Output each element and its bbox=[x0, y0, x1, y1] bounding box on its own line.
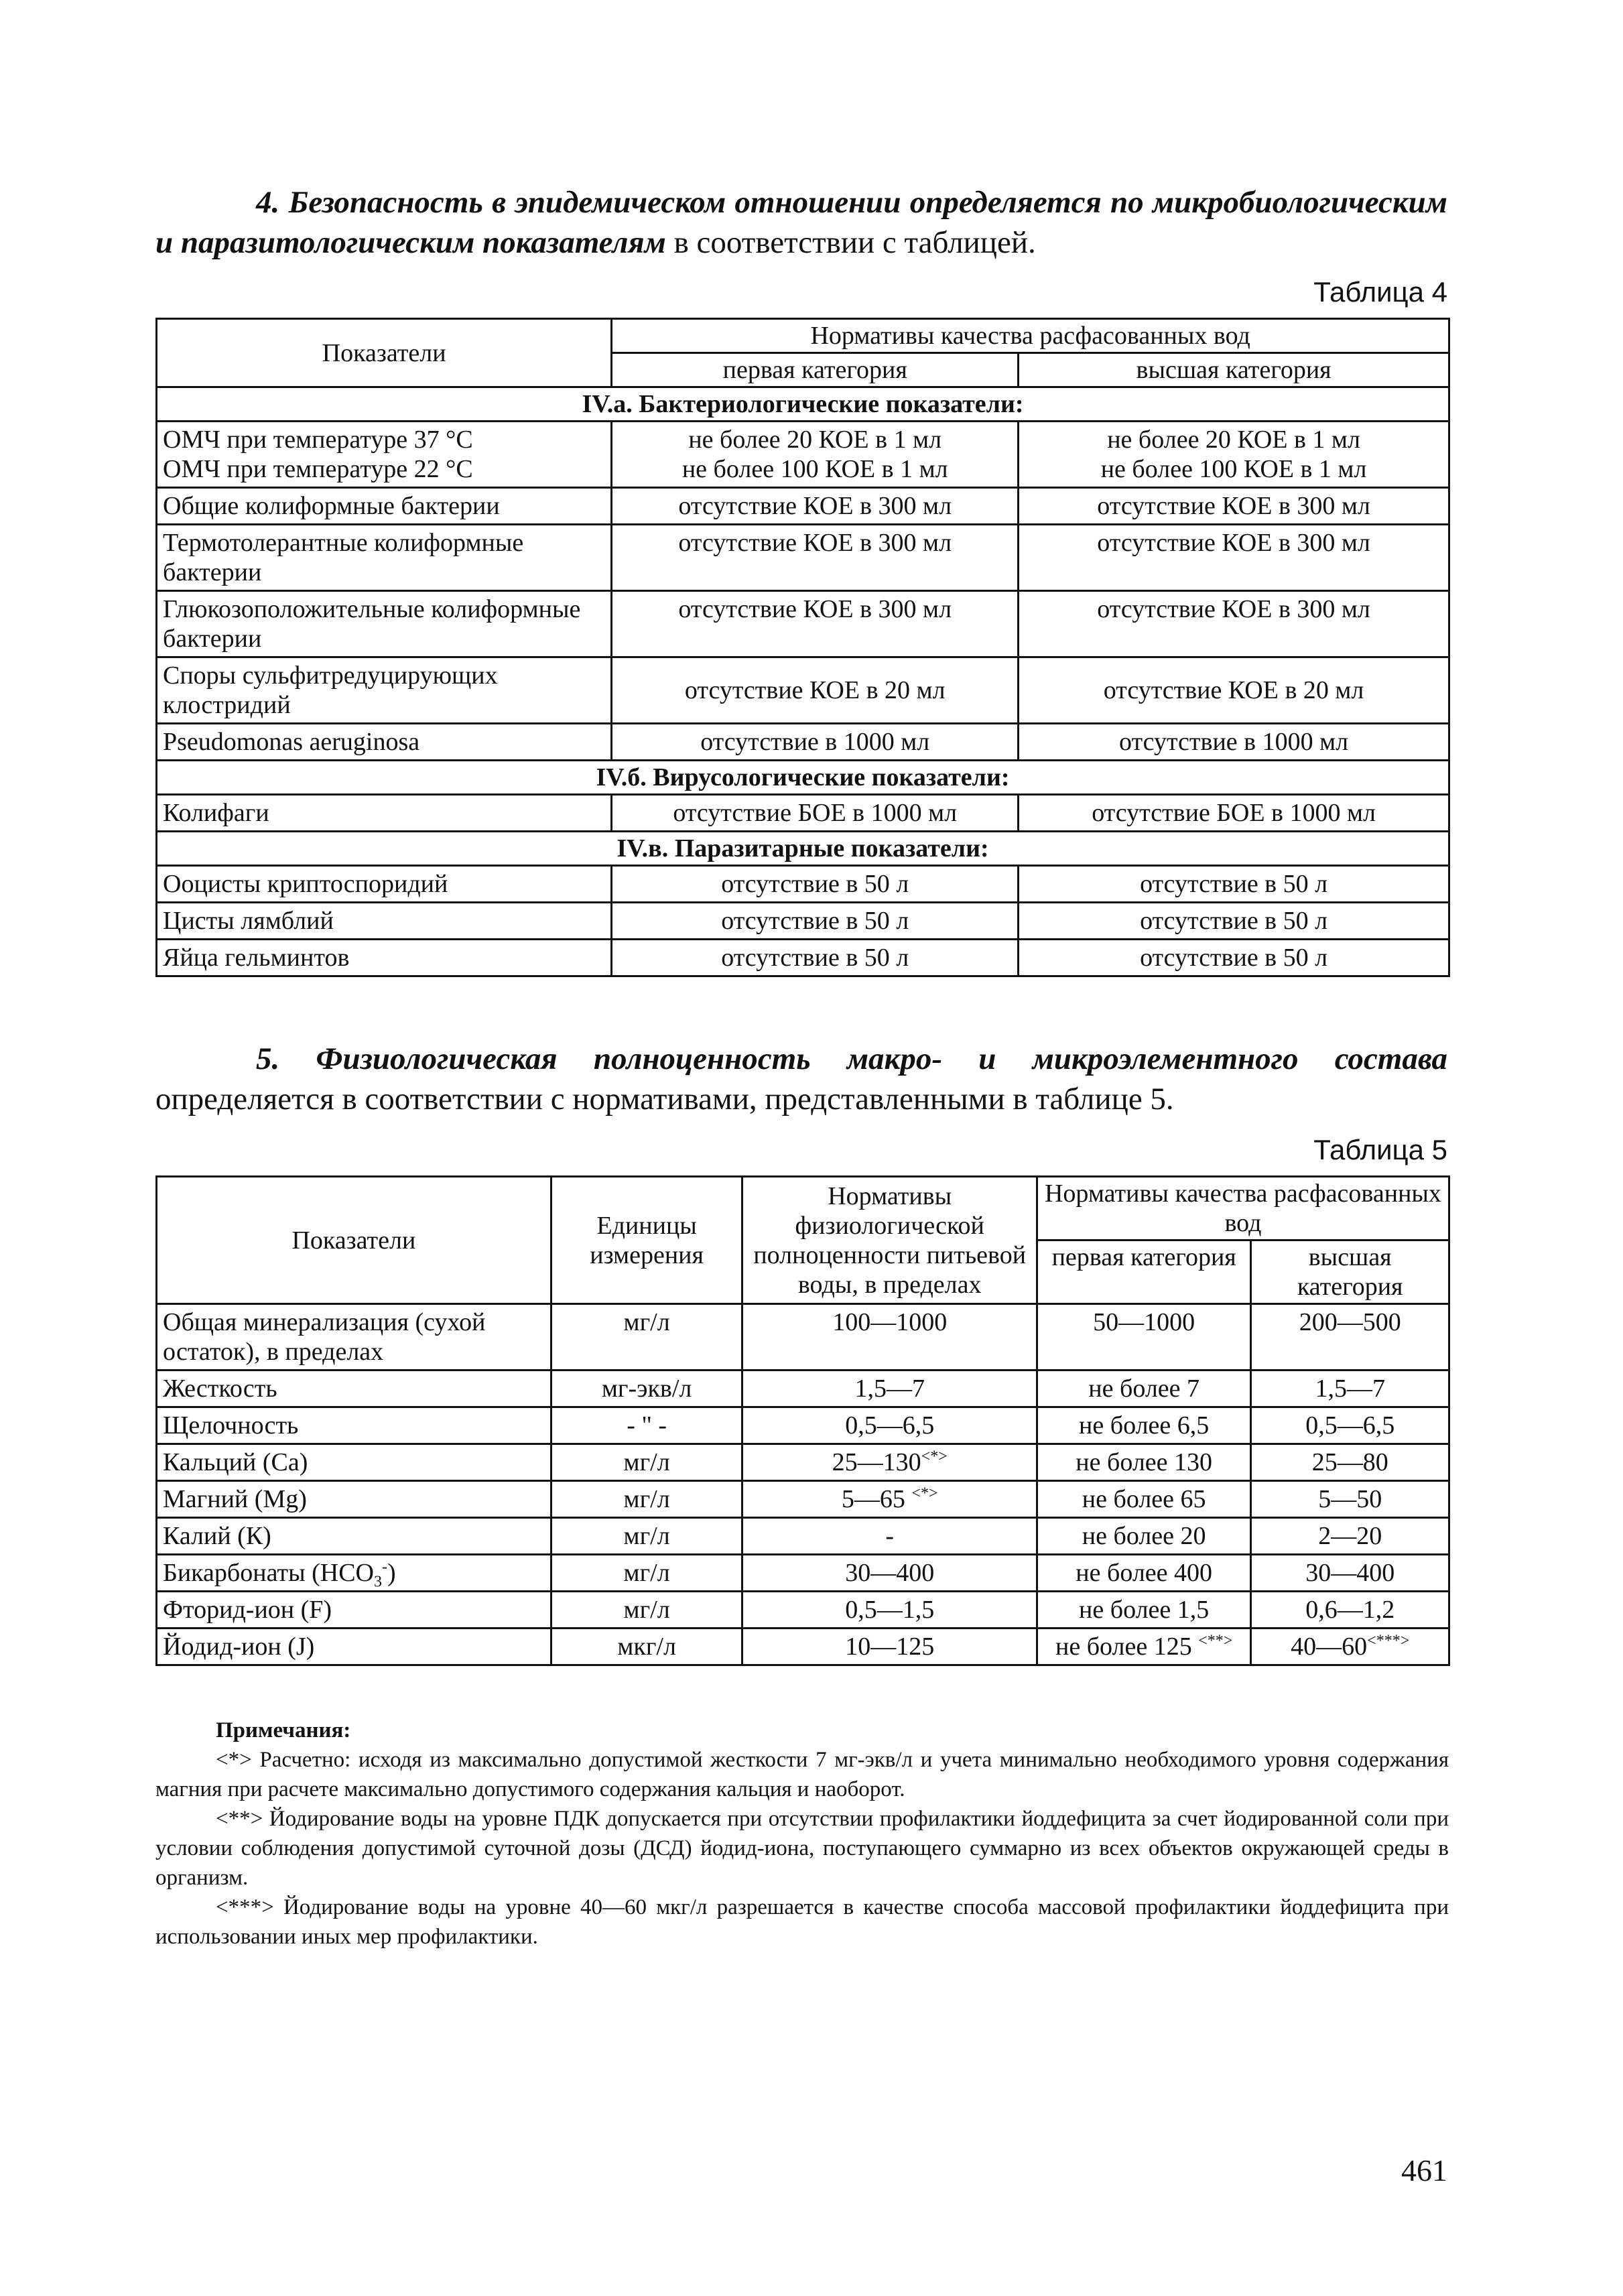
indicator-cell bbox=[157, 1555, 551, 1592]
table-row bbox=[157, 525, 1449, 591]
top-category-cell bbox=[1251, 1629, 1449, 1665]
top-category-cell: отсутствие КОЕ в 20 мл bbox=[1019, 657, 1449, 724]
section-title: IV.а. Бактериологические показатели: bbox=[157, 387, 1449, 422]
top-category-cell bbox=[1019, 422, 1449, 488]
table-row bbox=[157, 724, 1449, 761]
header-cell: Показатели bbox=[157, 1177, 551, 1304]
first-category-cell: отсутствие в 50 л bbox=[612, 940, 1019, 976]
footnote-mark: <*> bbox=[921, 1448, 948, 1466]
section-5-paragraph bbox=[155, 1039, 1447, 1119]
indicator-line: ОМЧ при температуре 22 °С bbox=[163, 455, 473, 483]
top-category-cell: отсутствие КОЕ в 300 мл bbox=[1019, 591, 1449, 657]
value-line: не более 20 КОЕ в 1 мл bbox=[688, 426, 942, 454]
value: 25—80 bbox=[1311, 1448, 1388, 1476]
footnote-mark: <***> bbox=[1367, 1632, 1410, 1650]
top-category-cell bbox=[1251, 1481, 1449, 1518]
physio-cell bbox=[742, 1518, 1037, 1555]
indicator-cell: Общая минерализация (сухой остаток), в пределах bbox=[157, 1304, 551, 1370]
header-cell: первая категория bbox=[1037, 1240, 1250, 1304]
first-category-cell bbox=[1037, 1555, 1250, 1592]
table-row bbox=[157, 1518, 1449, 1555]
first-category-cell: отсутствие в 1000 мл bbox=[612, 724, 1019, 761]
indicator-cell: Фторид-ион (F) bbox=[157, 1592, 551, 1629]
page-number: 461 bbox=[1401, 2153, 1447, 2187]
top-category-cell bbox=[1251, 1370, 1449, 1407]
value: 40—60 bbox=[1291, 1633, 1368, 1661]
first-category-cell: отсутствие КОЕ в 300 мл bbox=[612, 591, 1019, 657]
table-row bbox=[157, 422, 1449, 488]
first-category-cell: отсутствие в 50 л bbox=[612, 903, 1019, 940]
footnote-mark: <**> bbox=[1198, 1632, 1233, 1650]
value: не более 1,5 bbox=[1079, 1596, 1210, 1624]
table-row bbox=[157, 1444, 1449, 1481]
top-category-cell bbox=[1251, 1518, 1449, 1555]
unit-cell: - " - bbox=[551, 1407, 742, 1444]
top-category-cell bbox=[1251, 1555, 1449, 1592]
physio-cell bbox=[742, 1481, 1037, 1518]
top-category-cell: отсутствие БОЕ в 1000 мл bbox=[1019, 795, 1449, 832]
indicator-cell: Глюкозоположительные колиформные бактерии bbox=[157, 591, 612, 657]
value: 30—400 bbox=[845, 1559, 935, 1587]
table-row bbox=[157, 657, 1449, 724]
header-cell: высшая категория bbox=[1019, 353, 1449, 387]
value-line: не более 100 КОЕ в 1 мл bbox=[681, 455, 948, 483]
header-cell: Единицы измерения bbox=[551, 1177, 742, 1304]
value: не более 125 bbox=[1055, 1633, 1192, 1661]
unit-cell: мкг/л bbox=[551, 1629, 742, 1665]
value: 0,5—6,5 bbox=[1305, 1411, 1395, 1440]
table-row bbox=[157, 1370, 1449, 1407]
indicator-cell: Йодид-ион (J) bbox=[157, 1629, 551, 1665]
first-category-cell: отсутствие БОЕ в 1000 мл bbox=[612, 795, 1019, 832]
value: 1,5—7 bbox=[854, 1375, 925, 1403]
indicator-cell: Термотолерантные колиформные бактерии bbox=[157, 525, 612, 591]
indicator-cell: Pseudomonas aeruginosa bbox=[157, 724, 612, 761]
top-category-cell bbox=[1251, 1444, 1449, 1481]
top-category-cell: отсутствие КОЕ в 300 мл bbox=[1019, 525, 1449, 591]
section-row bbox=[157, 387, 1449, 422]
value: 30—400 bbox=[1305, 1559, 1395, 1587]
note-item: <*> Расчетно: исходя из максимально допустимой жесткости 7 мг-экв/л и учета минимально необходимого уровня содержания магния при расчете максимально допустимого содержания кальция и наоборот. bbox=[155, 1748, 1449, 1801]
unit-cell: мг/л bbox=[551, 1481, 742, 1518]
table-row bbox=[157, 795, 1449, 832]
table-5 bbox=[155, 1175, 1450, 1666]
header-cell: первая категория bbox=[612, 353, 1019, 387]
indicator-cell: Щелочность bbox=[157, 1407, 551, 1444]
unit-cell: мг/л bbox=[551, 1592, 742, 1629]
table-5-caption: Таблица 5 bbox=[1313, 1134, 1447, 1165]
first-category-cell bbox=[1037, 1444, 1250, 1481]
physio-cell bbox=[742, 1444, 1037, 1481]
table-row bbox=[157, 903, 1449, 940]
table-4-caption: Таблица 4 bbox=[1313, 276, 1447, 308]
value: не более 20 bbox=[1082, 1522, 1206, 1550]
value: не более 130 bbox=[1076, 1448, 1213, 1476]
indicator-cell: Жесткость bbox=[157, 1370, 551, 1407]
table-row bbox=[157, 1407, 1449, 1444]
section-4-lead: Безопасность в эпидемическом отношении определяется по микробиологическим и паразитологическим показателям bbox=[155, 185, 1448, 260]
indicator-cell bbox=[157, 422, 612, 488]
first-category-cell bbox=[1037, 1629, 1250, 1665]
table-4 bbox=[155, 318, 1450, 977]
physio-cell bbox=[742, 1629, 1037, 1665]
unit-cell: мг/л bbox=[551, 1444, 742, 1481]
table-row bbox=[157, 940, 1449, 976]
value-line: не более 20 КОЕ в 1 мл bbox=[1107, 426, 1360, 454]
indicator-cell: Ооцисты криптоспоридий bbox=[157, 866, 612, 903]
unit-cell: мг-экв/л bbox=[551, 1370, 742, 1407]
section-title: IV.в. Паразитарные показатели: bbox=[157, 832, 1449, 866]
indicator-cell: Яйца гельминтов bbox=[157, 940, 612, 976]
unit-cell: мг/л bbox=[551, 1304, 742, 1370]
section-5-lead: Физиологическая полноценность макро- и микроэлементного состава bbox=[316, 1041, 1447, 1076]
first-category-cell bbox=[1037, 1304, 1250, 1370]
indicator-line: ОМЧ при температуре 37 °С bbox=[163, 426, 473, 454]
value: не более 400 bbox=[1076, 1559, 1213, 1587]
indicator-cell: Колифаги bbox=[157, 795, 612, 832]
indicator-cell: Споры сульфитредуцирующих клостридий bbox=[157, 657, 612, 724]
value: 1,5—7 bbox=[1315, 1375, 1385, 1403]
value: 0,5—6,5 bbox=[845, 1411, 935, 1440]
section-5-number: 5. bbox=[256, 1041, 280, 1076]
value: 0,6—1,2 bbox=[1305, 1596, 1395, 1624]
top-category-cell: отсутствие КОЕ в 300 мл bbox=[1019, 488, 1449, 525]
first-category-cell: отсутствие КОЕ в 300 мл bbox=[612, 488, 1019, 525]
table-row bbox=[157, 488, 1449, 525]
footnote-mark: <*> bbox=[911, 1484, 938, 1503]
note-item: <***> Йодирование воды на уровне 40—60 мкг/л разрешается в качестве способа массовой профилактики йоддефицита при использовании иных мер профилактики. bbox=[155, 1895, 1449, 1949]
indicator-text: ) bbox=[387, 1559, 396, 1587]
first-category-cell bbox=[612, 422, 1019, 488]
unit-cell: мг/л bbox=[551, 1555, 742, 1592]
header-cell: высшая категория bbox=[1251, 1240, 1449, 1304]
subscript: 3 bbox=[373, 1573, 382, 1591]
table-5-header-row bbox=[157, 1177, 1449, 1240]
first-category-cell bbox=[1037, 1370, 1250, 1407]
physio-cell bbox=[742, 1555, 1037, 1592]
physio-cell bbox=[742, 1407, 1037, 1444]
indicator-cell: Цисты лямблий bbox=[157, 903, 612, 940]
top-category-cell bbox=[1251, 1304, 1449, 1370]
value: 2—20 bbox=[1318, 1522, 1382, 1550]
first-category-cell bbox=[1037, 1407, 1250, 1444]
first-category-cell bbox=[1037, 1481, 1250, 1518]
header-cell: Нормативы физиологической полноценности питьевой воды, в пределах bbox=[742, 1177, 1037, 1304]
top-category-cell: отсутствие в 50 л bbox=[1019, 903, 1449, 940]
physio-cell bbox=[742, 1304, 1037, 1370]
value: - bbox=[885, 1522, 895, 1550]
table-row bbox=[157, 1555, 1449, 1592]
table-row bbox=[157, 1629, 1449, 1665]
top-category-cell bbox=[1251, 1407, 1449, 1444]
first-category-cell bbox=[1037, 1592, 1250, 1629]
top-category-cell: отсутствие в 50 л bbox=[1019, 940, 1449, 976]
value: 10—125 bbox=[845, 1633, 935, 1661]
header-cell: Нормативы качества расфасованных вод bbox=[612, 319, 1449, 353]
note-item: <**> Йодирование воды на уровне ПДК допускается при отсутствии профилактики йоддефицита за счет йодированной соли при условии соблюдения допустимой суточной дозы (ДСД) йодид-иона, поступающего суммарно из всех объектов окружающей среды в организм. bbox=[155, 1807, 1449, 1890]
value: не более 6,5 bbox=[1079, 1411, 1210, 1440]
top-category-cell: отсутствие в 1000 мл bbox=[1019, 724, 1449, 761]
table-row bbox=[157, 866, 1449, 903]
indicator-cell: Калий (К) bbox=[157, 1518, 551, 1555]
superscript: - bbox=[381, 1558, 387, 1576]
value: не более 7 bbox=[1088, 1375, 1200, 1403]
value: 200—500 bbox=[1299, 1308, 1401, 1336]
indicator-cell: Общие колиформные бактерии bbox=[157, 488, 612, 525]
section-title: IV.б. Вирусологические показатели: bbox=[157, 761, 1449, 795]
section-row bbox=[157, 761, 1449, 795]
table-row bbox=[157, 1592, 1449, 1629]
top-category-cell bbox=[1251, 1592, 1449, 1629]
header-cell: Показатели bbox=[157, 319, 612, 387]
physio-cell bbox=[742, 1370, 1037, 1407]
table-row bbox=[157, 591, 1449, 657]
section-row bbox=[157, 832, 1449, 866]
header-cell: Нормативы качества расфасованных вод bbox=[1037, 1177, 1449, 1240]
table-4-header-row bbox=[157, 319, 1449, 353]
physio-cell bbox=[742, 1592, 1037, 1629]
section-5-rest: определяется в соответствии с нормативами, представленными в таблице 5. bbox=[155, 1082, 1174, 1117]
indicator-text: Бикарбонаты (НСО bbox=[163, 1559, 374, 1587]
first-category-cell bbox=[1037, 1518, 1250, 1555]
value: 5—50 bbox=[1318, 1485, 1382, 1513]
unit-cell: мг/л bbox=[551, 1518, 742, 1555]
notes-title: Примечания: bbox=[216, 1718, 351, 1742]
value: не более 65 bbox=[1082, 1485, 1206, 1513]
value: 0,5—1,5 bbox=[845, 1596, 935, 1624]
indicator-cell: Магний (Mg) bbox=[157, 1481, 551, 1518]
table-row bbox=[157, 1481, 1449, 1518]
section-4-paragraph bbox=[155, 182, 1447, 263]
section-4-number: 4. bbox=[256, 185, 280, 220]
notes-block bbox=[155, 1716, 1449, 1952]
top-category-cell: отсутствие в 50 л bbox=[1019, 866, 1449, 903]
value-line: не более 100 КОЕ в 1 мл bbox=[1100, 455, 1367, 483]
section-4-rest: в соответствии с таблицей. bbox=[673, 225, 1036, 260]
first-category-cell: отсутствие КОЕ в 300 мл bbox=[612, 525, 1019, 591]
table-row bbox=[157, 1304, 1449, 1370]
value: 5—65 bbox=[841, 1485, 905, 1513]
first-category-cell: отсутствие КОЕ в 20 мл bbox=[612, 657, 1019, 724]
value: 50—1000 bbox=[1093, 1308, 1195, 1336]
value: 100—1000 bbox=[832, 1308, 948, 1336]
value: 25—130 bbox=[832, 1448, 921, 1476]
indicator-cell: Кальций (Са) bbox=[157, 1444, 551, 1481]
first-category-cell: отсутствие в 50 л bbox=[612, 866, 1019, 903]
